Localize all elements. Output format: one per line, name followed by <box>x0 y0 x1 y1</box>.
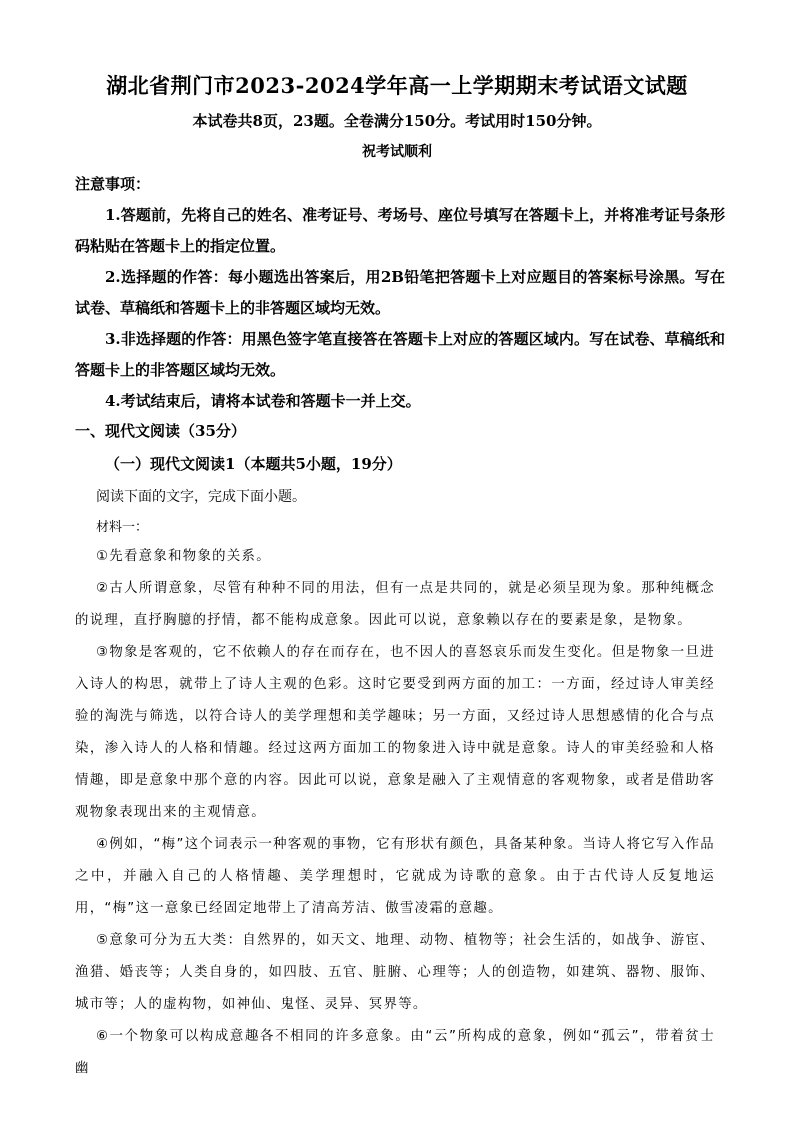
notes-list <box>75 200 725 417</box>
passage-paragraph: ②古人所谓意象，尽管有种种不同的用法，但有一点是共同的，就是必须呈现为象。那种纯概念的说理，直抒胸臆的抒情，都不能构成意象。因此可以说，意象赖以存在的要素是象，是物象。 <box>75 581 715 628</box>
passage-paragraph: ①先看意象和物象的关系。 <box>96 549 271 564</box>
note-item: 4.考试结束后，请将本试卷和答题卡一并上交。 <box>105 392 421 410</box>
note-item: 2.选择题的作答：每小题选出答案后，用2B铅笔把答题卡上对应题目的答案标号涂黑。写在试卷、草稿纸和答题卡上的非答题区域均无效。 <box>75 268 725 317</box>
subsection-heading: （一）现代文阅读1（本题共5小题，19分） <box>105 455 402 473</box>
passage-paragraph: ④例如，“梅”这个词表示一种客观的事物，它有形状有颜色，具备某种象。当诗人将它写入作品之中，并融入自己的人格情趣、美学理想时，它就成为诗歌的意象。由于古代诗人反复地运用，“梅”这一意象已经固定地带上了清高芳洁、傲雪凌霜的意趣。 <box>75 837 715 916</box>
good-luck-line: 祝考试顺利 <box>362 144 432 160</box>
page-title: 湖北省荆门市2023-2024学年高一上学期期末考试语文试题 <box>106 73 688 98</box>
note-item: 3.非选择题的作答：用黑色签字笔直接答在答题卡上对应的答题区域内。写在试卷、草稿纸和答题卡上的非答题区域均无效。 <box>75 330 725 379</box>
exam-info: 本试卷共8页，23题。全卷满分150分。考试用时150分钟。 <box>192 112 602 130</box>
passage-paragraph: ③物象是客观的，它不依赖人的存在而存在，也不因人的喜怒哀乐而发生变化。但是物象一旦进入诗人的构思，就带上了诗人主观的色彩。这时它要受到两方面的加工：一方面，经过诗人审美经验的淘洗与筛选，以符合诗人的美学理想和美学趣味；另一方面，又经过诗人思想感情的化合与点染，渗入诗人的人格和情趣。经过这两方面加工的物象进入诗中就是意象。诗人的审美经验和人格情趣，即是意象中那个意的内容。因此可以说，意象是融入了主观情意的客观物象，或者是借助客观物象表现出来的主观情意。 <box>75 645 715 820</box>
notes-heading: 注意事项： <box>75 175 151 193</box>
reading-passage <box>75 541 715 1085</box>
passage-paragraph: ⑥一个物象可以构成意趣各不相同的许多意象。由“云”所构成的意象，例如“孤云”，带着贫士幽 <box>75 1029 715 1076</box>
material-label: 材料一： <box>96 520 149 535</box>
section-heading: 一、现代文阅读（35分） <box>75 422 246 440</box>
note-item: 1.答题前，先将自己的姓名、准考证号、考场号、座位号填写在答题卡上，并将准考证号条形码粘贴在答题卡上的指定位置。 <box>75 206 725 255</box>
reading-instruction: 阅读下面的文字，完成下面小题。 <box>96 489 306 505</box>
passage-paragraph: ⑤意象可分为五大类：自然界的，如天文、地理、动物、植物等；社会生活的，如战争、游宦、渔猎、婚丧等；人类自身的，如四肢、五官、脏腑、心理等；人的创造物，如建筑、器物、服饰、城市等；人的虚构物，如神仙、鬼怪、灵异、冥界等。 <box>75 933 715 1012</box>
